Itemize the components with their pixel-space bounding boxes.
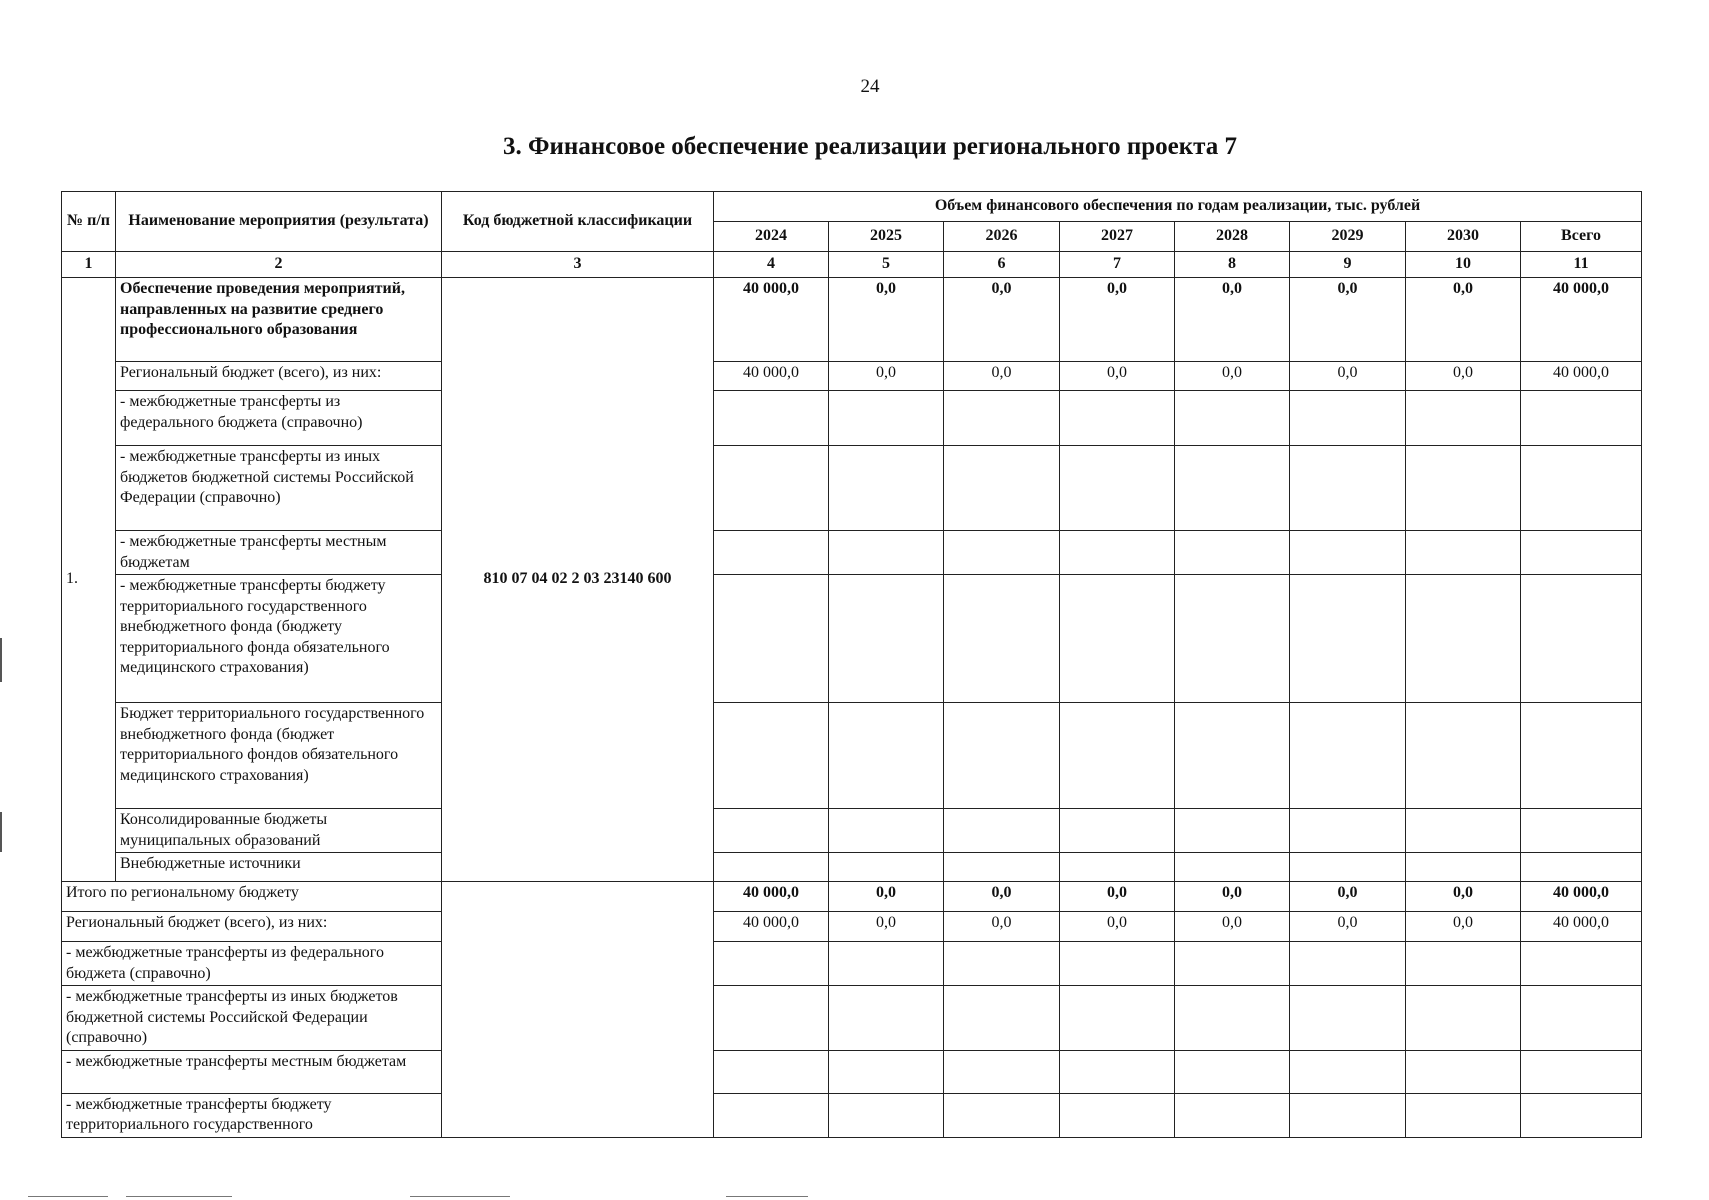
header-name: Наименование мероприятия (результата) <box>116 192 442 252</box>
value-cell <box>714 391 829 446</box>
header-year: 2027 <box>1060 222 1175 252</box>
value-cell <box>1521 391 1642 446</box>
column-number: 10 <box>1406 252 1521 278</box>
activity-name: Обеспечение проведения мероприятий, направленных на развитие среднего профессионального образования <box>116 278 442 362</box>
table-row <box>62 882 1642 912</box>
value-cell: 0,0 <box>944 362 1060 391</box>
value-cell: 40 000,0 <box>1521 912 1642 942</box>
scan-edge-mark <box>0 812 2 852</box>
value-cell <box>829 391 944 446</box>
value-cell: 0,0 <box>1406 362 1521 391</box>
value-cell: 40 000,0 <box>714 362 829 391</box>
table-row <box>62 278 1642 362</box>
table-row <box>62 531 1642 575</box>
value-cell <box>714 986 829 1051</box>
value-cell <box>714 575 829 703</box>
value-cell <box>1060 1093 1175 1137</box>
value-cell <box>1060 942 1175 986</box>
header-code: Код бюджетной классификации <box>442 192 714 252</box>
value-cell <box>714 942 829 986</box>
value-cell: 0,0 <box>1406 882 1521 912</box>
value-cell <box>1290 1093 1406 1137</box>
column-number: 8 <box>1175 252 1290 278</box>
value-cell <box>1175 942 1290 986</box>
value-cell: 0,0 <box>1406 278 1521 362</box>
value-cell <box>1406 942 1521 986</box>
value-cell <box>1060 853 1175 882</box>
value-cell: 40 000,0 <box>1521 278 1642 362</box>
value-cell <box>1521 531 1642 575</box>
value-cell: 0,0 <box>944 912 1060 942</box>
value-cell <box>1060 575 1175 703</box>
value-cell: 0,0 <box>1060 912 1175 942</box>
table-row <box>62 1050 1642 1093</box>
value-cell <box>1060 986 1175 1051</box>
value-cell: 0,0 <box>1175 882 1290 912</box>
totals-label: Итого по региональному бюджету <box>62 882 442 912</box>
header-total: Всего <box>1521 222 1642 252</box>
value-cell <box>829 942 944 986</box>
value-cell <box>1406 853 1521 882</box>
table-row <box>62 575 1642 703</box>
footer-rule <box>0 1196 1709 1198</box>
row-label: - межбюджетные трансферты из федерального бюджета (справочно) <box>116 391 442 446</box>
value-cell <box>944 446 1060 531</box>
value-cell <box>1521 1050 1642 1093</box>
value-cell <box>1175 391 1290 446</box>
value-cell: 40 000,0 <box>714 278 829 362</box>
value-cell: 0,0 <box>1290 278 1406 362</box>
value-cell <box>1175 809 1290 853</box>
value-cell <box>1175 703 1290 809</box>
value-cell: 40 000,0 <box>714 912 829 942</box>
value-cell <box>944 391 1060 446</box>
row-label: Региональный бюджет (всего), из них: <box>62 912 442 942</box>
value-cell <box>1060 1050 1175 1093</box>
value-cell: 0,0 <box>1060 362 1175 391</box>
header-year: 2026 <box>944 222 1060 252</box>
value-cell <box>1290 986 1406 1051</box>
value-cell: 0,0 <box>829 912 944 942</box>
value-cell <box>1175 1093 1290 1137</box>
header-number: № п/п <box>62 192 116 252</box>
value-cell <box>714 1093 829 1137</box>
value-cell <box>1175 853 1290 882</box>
row-label: - межбюджетные трансферты из федерального бюджета (справочно) <box>62 942 442 986</box>
value-cell <box>829 703 944 809</box>
row-number: 1. <box>62 278 116 882</box>
value-cell <box>944 575 1060 703</box>
table-row <box>62 703 1642 809</box>
table-row <box>62 986 1642 1051</box>
value-cell: 0,0 <box>1175 278 1290 362</box>
header-volume: Объем финансового обеспечения по годам реализации, тыс. рублей <box>714 192 1642 222</box>
table-row <box>62 912 1642 942</box>
header-year: 2025 <box>829 222 944 252</box>
column-number: 6 <box>944 252 1060 278</box>
value-cell: 0,0 <box>1290 362 1406 391</box>
value-cell <box>1060 703 1175 809</box>
header-year: 2029 <box>1290 222 1406 252</box>
column-number: 2 <box>116 252 442 278</box>
value-cell <box>944 1093 1060 1137</box>
value-cell <box>1406 1093 1521 1137</box>
value-cell <box>829 446 944 531</box>
value-cell <box>1175 446 1290 531</box>
value-cell <box>1175 531 1290 575</box>
header-year: 2028 <box>1175 222 1290 252</box>
value-cell <box>714 1050 829 1093</box>
value-cell: 0,0 <box>1290 912 1406 942</box>
column-number: 5 <box>829 252 944 278</box>
page-title: 3. Финансовое обеспечение реализации регионального проекта 7 <box>502 133 1238 160</box>
value-cell <box>1521 853 1642 882</box>
row-label: Региональный бюджет (всего), из них: <box>116 362 442 391</box>
value-cell <box>829 853 944 882</box>
value-cell: 0,0 <box>829 362 944 391</box>
value-cell <box>829 575 944 703</box>
value-cell <box>1290 446 1406 531</box>
value-cell <box>1060 531 1175 575</box>
table-row <box>62 942 1642 986</box>
value-cell: 40 000,0 <box>1521 362 1642 391</box>
row-label: - межбюджетные трансферты из иных бюджетов бюджетной системы Российской Федерации (справочно) <box>62 986 442 1051</box>
value-cell <box>1060 809 1175 853</box>
row-label: Бюджет территориального государственного внебюджетного фонда (бюджет территориального фондов обязательного медицинского страхования) <box>116 703 442 809</box>
value-cell <box>944 531 1060 575</box>
value-cell <box>1175 575 1290 703</box>
value-cell <box>1521 809 1642 853</box>
value-cell: 0,0 <box>1060 882 1175 912</box>
row-label: - межбюджетные трансферты из иных бюджетов бюджетной системы Российской Федерации (справочно) <box>116 446 442 531</box>
column-number: 1 <box>62 252 116 278</box>
value-cell: 40 000,0 <box>714 882 829 912</box>
value-cell <box>944 986 1060 1051</box>
row-label: - межбюджетные трансферты местным бюджетам <box>116 531 442 575</box>
value-cell <box>1290 703 1406 809</box>
value-cell <box>1290 391 1406 446</box>
value-cell <box>714 853 829 882</box>
totals-code-cell <box>442 882 714 1138</box>
table-row <box>62 391 1642 446</box>
value-cell <box>1060 391 1175 446</box>
value-cell <box>944 703 1060 809</box>
value-cell <box>829 809 944 853</box>
value-cell <box>1290 1050 1406 1093</box>
value-cell: 0,0 <box>944 278 1060 362</box>
value-cell <box>1521 703 1642 809</box>
value-cell: 40 000,0 <box>1521 882 1642 912</box>
row-label: Внебюджетные источники <box>116 853 442 882</box>
value-cell <box>944 1050 1060 1093</box>
value-cell: 0,0 <box>829 278 944 362</box>
value-cell: 0,0 <box>1060 278 1175 362</box>
page-number: 24 <box>860 76 880 97</box>
scan-edge-mark <box>0 638 2 682</box>
value-cell <box>944 853 1060 882</box>
value-cell <box>1521 1093 1642 1137</box>
column-number: 4 <box>714 252 829 278</box>
table-row <box>62 362 1642 391</box>
budget-code: 810 07 04 02 2 03 23140 600 <box>442 278 714 882</box>
value-cell <box>829 1093 944 1137</box>
value-cell <box>1521 446 1642 531</box>
table-row <box>62 446 1642 531</box>
value-cell <box>944 809 1060 853</box>
value-cell: 0,0 <box>944 882 1060 912</box>
value-cell: 0,0 <box>829 882 944 912</box>
value-cell <box>829 986 944 1051</box>
header-year: 2024 <box>714 222 829 252</box>
value-cell: 0,0 <box>1175 912 1290 942</box>
value-cell <box>1406 809 1521 853</box>
value-cell <box>829 1050 944 1093</box>
value-cell <box>1290 575 1406 703</box>
table-row <box>62 809 1642 853</box>
value-cell <box>1290 809 1406 853</box>
value-cell <box>829 531 944 575</box>
value-cell <box>714 703 829 809</box>
value-cell <box>1060 446 1175 531</box>
value-cell <box>714 531 829 575</box>
value-cell <box>1175 986 1290 1051</box>
column-number: 7 <box>1060 252 1175 278</box>
table-row <box>62 1093 1642 1137</box>
value-cell <box>1521 986 1642 1051</box>
value-cell <box>1406 703 1521 809</box>
value-cell <box>714 446 829 531</box>
value-cell: 0,0 <box>1406 912 1521 942</box>
value-cell <box>1290 531 1406 575</box>
column-number: 11 <box>1521 252 1642 278</box>
value-cell <box>714 809 829 853</box>
row-label: - межбюджетные трансферты местным бюджетам <box>62 1050 442 1093</box>
value-cell <box>1290 942 1406 986</box>
column-number: 9 <box>1290 252 1406 278</box>
row-label: Консолидированные бюджеты муниципальных образований <box>116 809 442 853</box>
value-cell: 0,0 <box>1175 362 1290 391</box>
value-cell <box>1406 391 1521 446</box>
column-number: 3 <box>442 252 714 278</box>
row-label: - межбюджетные трансферты бюджету территориального государственного внебюджетного фонда (бюджету территориального фонда обязательного медицинского страхования) <box>116 575 442 703</box>
value-cell <box>1290 853 1406 882</box>
value-cell <box>1406 575 1521 703</box>
table-row <box>62 853 1642 882</box>
value-cell <box>944 942 1060 986</box>
value-cell <box>1406 1050 1521 1093</box>
value-cell <box>1521 575 1642 703</box>
value-cell: 0,0 <box>1290 882 1406 912</box>
value-cell <box>1406 531 1521 575</box>
header-year: 2030 <box>1406 222 1521 252</box>
row-label: - межбюджетные трансферты бюджету территориального государственного <box>62 1093 442 1137</box>
financing-table <box>61 191 1642 1138</box>
value-cell <box>1406 986 1521 1051</box>
value-cell <box>1175 1050 1290 1093</box>
value-cell <box>1521 942 1642 986</box>
value-cell <box>1406 446 1521 531</box>
